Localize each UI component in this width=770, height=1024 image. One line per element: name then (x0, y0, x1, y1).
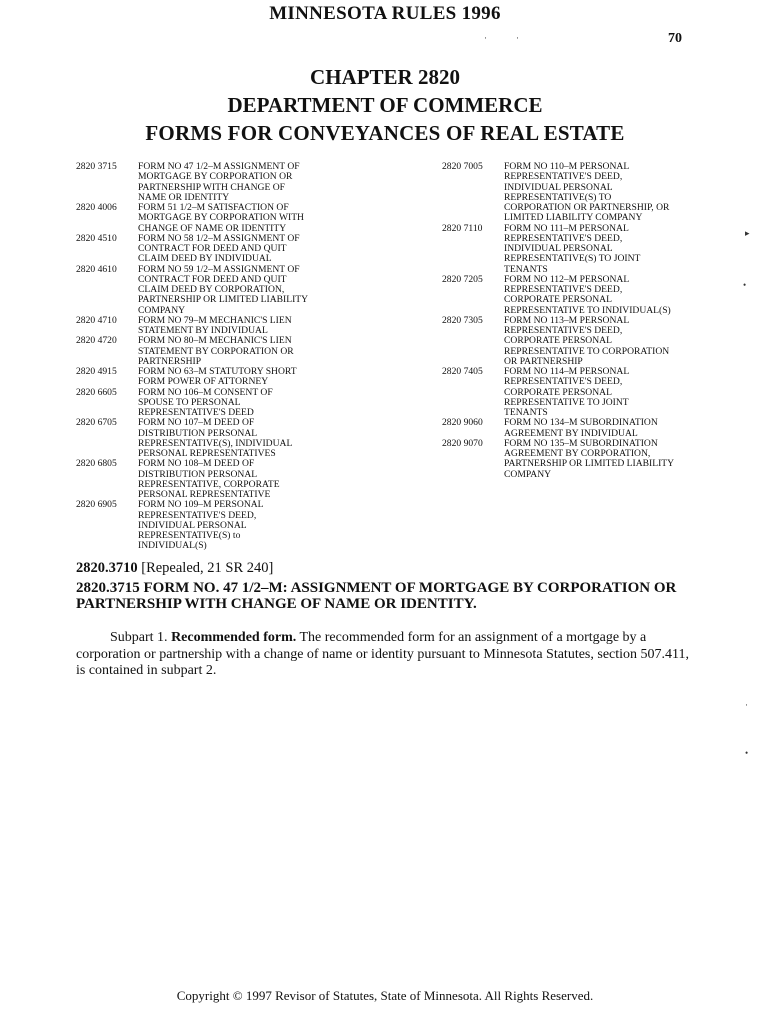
scan-speck: ▸ (745, 228, 750, 238)
toc-entry (442, 367, 732, 418)
toc-entry (76, 500, 376, 551)
copyright-footer: Copyright © 1997 Revisor of Statutes, State of Minnesota. All Rights Reserved. (176, 988, 594, 1003)
toc-entry-number: 2820 4915 (76, 366, 117, 377)
toc-entry (76, 203, 376, 234)
toc-entry-number: 2820 6705 (76, 417, 117, 429)
scan-speck: · (484, 33, 487, 43)
toc-entry-number: 2820 3715 (76, 161, 117, 172)
toc-entry (442, 439, 732, 480)
subpart-text: The recommended form for an assignment of a mortgage by a corporation or partnership with a change of name or identity pursuant to Minnesota Statutes, section 507.411, is contained in subpart 2. (76, 630, 690, 678)
toc-entry (76, 418, 376, 459)
toc-entry (76, 316, 376, 337)
toc-entry-text: FORM NO 58 1/2–M ASSIGNMENT OF CONTRACT FOR DEED AND QUIT CLAIM DEED BY INDIVIDUAL (138, 232, 300, 265)
department-title: DEPARTMENT OF COMMERCE (227, 93, 543, 117)
toc-entry-text: FORM NO 109–M PERSONAL REPRESENTATIVE'S DEED, INDIVIDUAL PERSONAL REPRESENTATIVE(S) to INDIVIDUAL(S) (138, 499, 264, 552)
toc-entry-text: FORM NO 111–M PERSONAL REPRESENTATIVE'S DEED, INDIVIDUAL PERSONAL REPRESENTATIVE(S) TO JOINT TENANTS (504, 222, 641, 275)
scan-speck: • (745, 748, 749, 758)
toc-entry (442, 224, 732, 275)
chapter-title: CHAPTER 2820 (310, 65, 460, 89)
toc-entry (76, 367, 376, 388)
table-of-contents-left-column (76, 162, 376, 552)
scan-speck: • (743, 280, 747, 290)
toc-entry-text: FORM NO 79–M MECHANIC'S LIEN STATEMENT BY INDIVIDUAL (138, 314, 292, 336)
toc-entry (442, 316, 732, 367)
toc-entry (76, 162, 376, 203)
section-heading: 2820.3715 FORM NO. 47 1/2–M: ASSIGNMENT OF MORTGAGE BY CORPORATION OR PARTNERSHIP WITH CHANGE OF NAME OR IDENTITY. (76, 580, 677, 612)
toc-entry-number: 2820 9070 (442, 437, 483, 449)
toc-entry-text: FORM NO 134–M SUBORDINATION AGREEMENT BY INDIVIDUAL (504, 417, 658, 439)
chapter-subject-title: FORMS FOR CONVEYANCES OF REAL ESTATE (145, 121, 625, 145)
toc-entry-number: 2820 6605 (76, 386, 117, 398)
page-number: 70 (668, 31, 682, 46)
toc-entry-text: FORM NO 135–M SUBORDINATION AGREEMENT BY CORPORATION, PARTNERSHIP OR LIMITED LIABILITY COMPANY (504, 437, 675, 480)
toc-entry (76, 459, 376, 500)
toc-entry-number: 2820 6905 (76, 499, 117, 511)
subpart-title: Recommended form. (171, 630, 297, 645)
toc-entry-text: FORM NO 107–M DEED OF DISTRIBUTION PERSONAL REPRESENTATIVE(S), INDIVIDUAL PERSONAL REPRESENTATIVES (138, 417, 293, 459)
toc-entry-number: 2820 9060 (442, 417, 483, 429)
toc-entry-number: 2820 7005 (442, 161, 483, 172)
toc-entry (76, 388, 376, 419)
toc-entry-text: FORM NO 80–M MECHANIC'S LIEN STATEMENT BY CORPORATION OR PARTNERSHIP (138, 335, 294, 367)
scan-speck: · (516, 33, 519, 43)
toc-entry-text: FORM NO 114–M PERSONAL REPRESENTATIVE'S DEED, CORPORATE PERSONAL REPRESENTATIVE TO JOINT TENANTS (504, 366, 630, 418)
toc-entry-number: 2820 7405 (442, 366, 483, 377)
repealed-section-number: 2820.3710 (76, 560, 138, 576)
toc-entry-text: FORM NO 63–M STATUTORY SHORT FORM POWER OF ATTORNEY (138, 366, 297, 388)
subpart-label: Subpart 1. (110, 630, 168, 645)
repealed-section (76, 560, 273, 577)
toc-entry (442, 418, 732, 439)
toc-entry-number: 2820 4720 (76, 335, 117, 347)
page-header-title: MINNESOTA RULES 1996 (269, 3, 501, 24)
toc-entry-text: FORM 51 1/2–M SATISFACTION OF MORTGAGE BY CORPORATION WITH CHANGE OF NAME OR IDENTITY (138, 202, 304, 234)
repealed-section-note: [Repealed, 21 SR 240] (141, 560, 274, 576)
toc-entry-text: FORM NO 113–M PERSONAL REPRESENTATIVE'S DEED, CORPORATE PERSONAL REPRESENTATIVE TO CORPORATION OR PARTNERSHIP (504, 314, 670, 367)
toc-entry-text: FORM NO 106–M CONSENT OF SPOUSE TO PERSONAL REPRESENTATIVE'S DEED (138, 386, 273, 418)
toc-entry-text: FORM NO 59 1/2–M ASSIGNMENT OF CONTRACT FOR DEED AND QUIT CLAIM DEED BY CORPORATION, PARTNERSHIP OR LIMITED LIABILITY COMPANY (138, 263, 309, 316)
table-of-contents-right-column (442, 162, 732, 480)
toc-entry-number: 2820 4006 (76, 202, 117, 213)
toc-entry (442, 162, 732, 224)
toc-entry (76, 265, 376, 316)
toc-entry (442, 275, 732, 316)
toc-entry-text: FORM NO 112–M PERSONAL REPRESENTATIVE'S DEED, CORPORATE PERSONAL REPRESENTATIVE TO INDIVIDUAL(S) (504, 273, 671, 316)
subpart-paragraph (76, 630, 696, 680)
toc-entry-number: 2820 7205 (442, 273, 483, 285)
toc-entry-number: 2820 6805 (76, 458, 117, 470)
toc-entry-number: 2820 4510 (76, 232, 117, 244)
toc-entry-text: FORM NO 110–M PERSONAL REPRESENTATIVE'S DEED, INDIVIDUAL PERSONAL REPRESENTATIVE(S) TO CORPORATION OR PARTNERSHIP, OR LIMITED LIABILITY COMPANY (504, 161, 670, 224)
toc-entry-number: 2820 4710 (76, 314, 117, 326)
toc-entry-text: FORM NO 108–M DEED OF DISTRIBUTION PERSONAL REPRESENTATIVE, CORPORATE PERSONAL REPRESENTATIVE (138, 458, 280, 500)
toc-entry-text: FORM NO 47 1/2–M ASSIGNMENT OF MORTGAGE BY CORPORATION OR PARTNERSHIP WITH CHANGE OF NAME OR IDENTITY (138, 161, 300, 203)
toc-entry-number: 2820 4610 (76, 263, 117, 275)
scan-speck: · (745, 700, 748, 710)
toc-entry (76, 234, 376, 265)
toc-entry (76, 336, 376, 367)
toc-entry-number: 2820 7305 (442, 314, 483, 326)
toc-entry-number: 2820 7110 (442, 222, 483, 234)
